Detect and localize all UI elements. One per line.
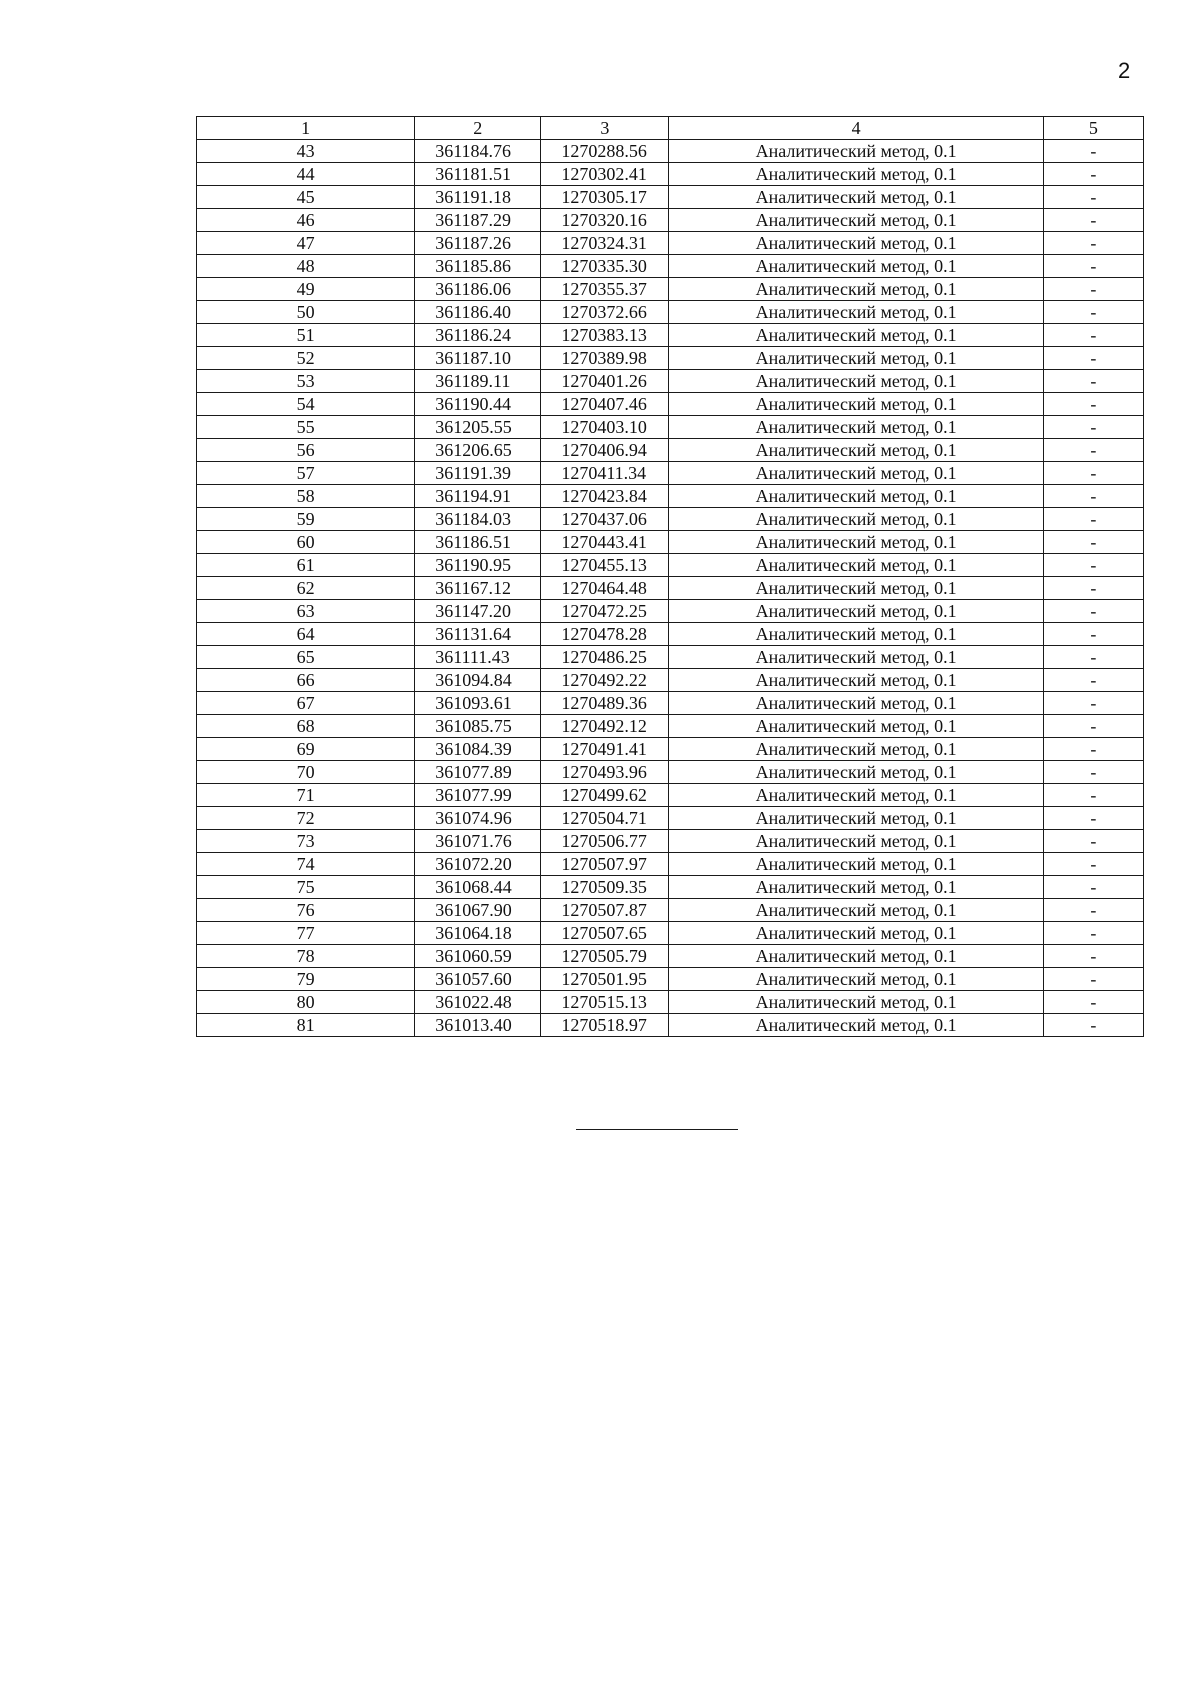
point-number-cell: 73 [197, 830, 415, 853]
method-cell: Аналитический метод, 0.1 [669, 531, 1043, 554]
y-coordinate-cell: 1270499.62 [541, 784, 669, 807]
method-cell: Аналитический метод, 0.1 [669, 899, 1043, 922]
y-coordinate-cell: 1270507.65 [541, 922, 669, 945]
point-number-cell: 64 [197, 623, 415, 646]
column-header: 4 [669, 117, 1043, 140]
note-cell: - [1043, 439, 1143, 462]
point-number-cell: 63 [197, 600, 415, 623]
x-coordinate-cell: 361093.61 [415, 692, 541, 715]
method-cell: Аналитический метод, 0.1 [669, 278, 1043, 301]
y-coordinate-cell: 1270372.66 [541, 301, 669, 324]
point-number-cell: 60 [197, 531, 415, 554]
note-cell: - [1043, 140, 1143, 163]
note-cell: - [1043, 991, 1143, 1014]
note-cell: - [1043, 577, 1143, 600]
y-coordinate-cell: 1270320.16 [541, 209, 669, 232]
method-cell: Аналитический метод, 0.1 [669, 669, 1043, 692]
table-row [197, 301, 1144, 324]
x-coordinate-cell: 361022.48 [415, 991, 541, 1014]
y-coordinate-cell: 1270411.34 [541, 462, 669, 485]
note-cell: - [1043, 416, 1143, 439]
x-coordinate-cell: 361206.65 [415, 439, 541, 462]
y-coordinate-cell: 1270423.84 [541, 485, 669, 508]
x-coordinate-cell: 361077.89 [415, 761, 541, 784]
y-coordinate-cell: 1270455.13 [541, 554, 669, 577]
method-cell: Аналитический метод, 0.1 [669, 784, 1043, 807]
y-coordinate-cell: 1270489.36 [541, 692, 669, 715]
x-coordinate-cell: 361084.39 [415, 738, 541, 761]
table-row [197, 324, 1144, 347]
y-coordinate-cell: 1270501.95 [541, 968, 669, 991]
method-cell: Аналитический метод, 0.1 [669, 600, 1043, 623]
note-cell: - [1043, 163, 1143, 186]
x-coordinate-cell: 361186.06 [415, 278, 541, 301]
note-cell: - [1043, 646, 1143, 669]
note-cell: - [1043, 968, 1143, 991]
method-cell: Аналитический метод, 0.1 [669, 508, 1043, 531]
note-cell: - [1043, 738, 1143, 761]
table-row [197, 347, 1144, 370]
point-number-cell: 81 [197, 1014, 415, 1037]
note-cell: - [1043, 853, 1143, 876]
x-coordinate-cell: 361068.44 [415, 876, 541, 899]
x-coordinate-cell: 361186.40 [415, 301, 541, 324]
column-header: 5 [1043, 117, 1143, 140]
table-row [197, 508, 1144, 531]
table-row [197, 669, 1144, 692]
y-coordinate-cell: 1270505.79 [541, 945, 669, 968]
method-cell: Аналитический метод, 0.1 [669, 140, 1043, 163]
y-coordinate-cell: 1270437.06 [541, 508, 669, 531]
table-row [197, 1014, 1144, 1037]
note-cell: - [1043, 324, 1143, 347]
y-coordinate-cell: 1270486.25 [541, 646, 669, 669]
x-coordinate-cell: 361194.91 [415, 485, 541, 508]
note-cell: - [1043, 186, 1143, 209]
note-cell: - [1043, 301, 1143, 324]
note-cell: - [1043, 945, 1143, 968]
method-cell: Аналитический метод, 0.1 [669, 255, 1043, 278]
column-header: 1 [197, 117, 415, 140]
table-row [197, 278, 1144, 301]
table-row [197, 577, 1144, 600]
note-cell: - [1043, 370, 1143, 393]
note-cell: - [1043, 255, 1143, 278]
method-cell: Аналитический метод, 0.1 [669, 554, 1043, 577]
y-coordinate-cell: 1270383.13 [541, 324, 669, 347]
method-cell: Аналитический метод, 0.1 [669, 439, 1043, 462]
point-number-cell: 69 [197, 738, 415, 761]
x-coordinate-cell: 361190.95 [415, 554, 541, 577]
note-cell: - [1043, 347, 1143, 370]
method-cell: Аналитический метод, 0.1 [669, 968, 1043, 991]
x-coordinate-cell: 361181.51 [415, 163, 541, 186]
table-row [197, 853, 1144, 876]
y-coordinate-cell: 1270403.10 [541, 416, 669, 439]
table-row [197, 600, 1144, 623]
table-row [197, 186, 1144, 209]
table-row [197, 255, 1144, 278]
x-coordinate-cell: 361190.44 [415, 393, 541, 416]
point-number-cell: 50 [197, 301, 415, 324]
point-number-cell: 44 [197, 163, 415, 186]
method-cell: Аналитический метод, 0.1 [669, 807, 1043, 830]
x-coordinate-cell: 361085.75 [415, 715, 541, 738]
method-cell: Аналитический метод, 0.1 [669, 370, 1043, 393]
point-number-cell: 58 [197, 485, 415, 508]
y-coordinate-cell: 1270324.31 [541, 232, 669, 255]
point-number-cell: 43 [197, 140, 415, 163]
note-cell: - [1043, 531, 1143, 554]
point-number-cell: 54 [197, 393, 415, 416]
method-cell: Аналитический метод, 0.1 [669, 623, 1043, 646]
x-coordinate-cell: 361191.18 [415, 186, 541, 209]
table-row [197, 485, 1144, 508]
x-coordinate-cell: 361186.51 [415, 531, 541, 554]
method-cell: Аналитический метод, 0.1 [669, 715, 1043, 738]
table-row [197, 922, 1144, 945]
x-coordinate-cell: 361077.99 [415, 784, 541, 807]
table-row [197, 715, 1144, 738]
note-cell: - [1043, 623, 1143, 646]
point-number-cell: 47 [197, 232, 415, 255]
y-coordinate-cell: 1270506.77 [541, 830, 669, 853]
table-row [197, 531, 1144, 554]
method-cell: Аналитический метод, 0.1 [669, 1014, 1043, 1037]
point-number-cell: 72 [197, 807, 415, 830]
y-coordinate-cell: 1270464.48 [541, 577, 669, 600]
y-coordinate-cell: 1270507.87 [541, 899, 669, 922]
y-coordinate-cell: 1270515.13 [541, 991, 669, 1014]
table-row [197, 991, 1144, 1014]
y-coordinate-cell: 1270288.56 [541, 140, 669, 163]
table-row [197, 393, 1144, 416]
x-coordinate-cell: 361067.90 [415, 899, 541, 922]
x-coordinate-cell: 361187.10 [415, 347, 541, 370]
method-cell: Аналитический метод, 0.1 [669, 232, 1043, 255]
point-number-cell: 70 [197, 761, 415, 784]
y-coordinate-cell: 1270305.17 [541, 186, 669, 209]
x-coordinate-cell: 361071.76 [415, 830, 541, 853]
table-row [197, 899, 1144, 922]
x-coordinate-cell: 361064.18 [415, 922, 541, 945]
table-row [197, 830, 1144, 853]
note-cell: - [1043, 1014, 1143, 1037]
point-number-cell: 59 [197, 508, 415, 531]
note-cell: - [1043, 899, 1143, 922]
table-row [197, 761, 1144, 784]
point-number-cell: 80 [197, 991, 415, 1014]
table-row [197, 646, 1144, 669]
point-number-cell: 46 [197, 209, 415, 232]
method-cell: Аналитический метод, 0.1 [669, 485, 1043, 508]
method-cell: Аналитический метод, 0.1 [669, 577, 1043, 600]
x-coordinate-cell: 361184.03 [415, 508, 541, 531]
x-coordinate-cell: 361013.40 [415, 1014, 541, 1037]
table-row [197, 232, 1144, 255]
note-cell: - [1043, 715, 1143, 738]
note-cell: - [1043, 830, 1143, 853]
method-cell: Аналитический метод, 0.1 [669, 393, 1043, 416]
table-row [197, 554, 1144, 577]
point-number-cell: 77 [197, 922, 415, 945]
y-coordinate-cell: 1270407.46 [541, 393, 669, 416]
note-cell: - [1043, 876, 1143, 899]
method-cell: Аналитический метод, 0.1 [669, 692, 1043, 715]
y-coordinate-cell: 1270401.26 [541, 370, 669, 393]
method-cell: Аналитический метод, 0.1 [669, 301, 1043, 324]
y-coordinate-cell: 1270493.96 [541, 761, 669, 784]
method-cell: Аналитический метод, 0.1 [669, 209, 1043, 232]
table-row [197, 370, 1144, 393]
table-row [197, 945, 1144, 968]
point-number-cell: 52 [197, 347, 415, 370]
x-coordinate-cell: 361060.59 [415, 945, 541, 968]
note-cell: - [1043, 807, 1143, 830]
note-cell: - [1043, 278, 1143, 301]
method-cell: Аналитический метод, 0.1 [669, 347, 1043, 370]
method-cell: Аналитический метод, 0.1 [669, 163, 1043, 186]
y-coordinate-cell: 1270492.12 [541, 715, 669, 738]
note-cell: - [1043, 692, 1143, 715]
x-coordinate-cell: 361184.76 [415, 140, 541, 163]
point-number-cell: 56 [197, 439, 415, 462]
note-cell: - [1043, 232, 1143, 255]
table-row [197, 784, 1144, 807]
end-of-document-rule [576, 1129, 738, 1130]
table-row [197, 807, 1144, 830]
x-coordinate-cell: 361187.29 [415, 209, 541, 232]
y-coordinate-cell: 1270504.71 [541, 807, 669, 830]
point-number-cell: 76 [197, 899, 415, 922]
y-coordinate-cell: 1270507.97 [541, 853, 669, 876]
x-coordinate-cell: 361111.43 [415, 646, 541, 669]
x-coordinate-cell: 361057.60 [415, 968, 541, 991]
table-body [197, 140, 1144, 1037]
table-row [197, 623, 1144, 646]
point-number-cell: 51 [197, 324, 415, 347]
method-cell: Аналитический метод, 0.1 [669, 462, 1043, 485]
y-coordinate-cell: 1270518.97 [541, 1014, 669, 1037]
method-cell: Аналитический метод, 0.1 [669, 853, 1043, 876]
point-number-cell: 68 [197, 715, 415, 738]
point-number-cell: 45 [197, 186, 415, 209]
table-row [197, 140, 1144, 163]
point-number-cell: 57 [197, 462, 415, 485]
table-row [197, 738, 1144, 761]
y-coordinate-cell: 1270389.98 [541, 347, 669, 370]
note-cell: - [1043, 761, 1143, 784]
point-number-cell: 53 [197, 370, 415, 393]
y-coordinate-cell: 1270478.28 [541, 623, 669, 646]
method-cell: Аналитический метод, 0.1 [669, 738, 1043, 761]
note-cell: - [1043, 600, 1143, 623]
method-cell: Аналитический метод, 0.1 [669, 945, 1043, 968]
point-number-cell: 49 [197, 278, 415, 301]
note-cell: - [1043, 922, 1143, 945]
point-number-cell: 78 [197, 945, 415, 968]
note-cell: - [1043, 462, 1143, 485]
y-coordinate-cell: 1270302.41 [541, 163, 669, 186]
method-cell: Аналитический метод, 0.1 [669, 646, 1043, 669]
x-coordinate-cell: 361191.39 [415, 462, 541, 485]
table-row [197, 416, 1144, 439]
point-number-cell: 66 [197, 669, 415, 692]
method-cell: Аналитический метод, 0.1 [669, 991, 1043, 1014]
note-cell: - [1043, 784, 1143, 807]
y-coordinate-cell: 1270443.41 [541, 531, 669, 554]
table-row [197, 692, 1144, 715]
column-header: 2 [415, 117, 541, 140]
note-cell: - [1043, 393, 1143, 416]
point-number-cell: 71 [197, 784, 415, 807]
point-number-cell: 48 [197, 255, 415, 278]
point-number-cell: 74 [197, 853, 415, 876]
method-cell: Аналитический метод, 0.1 [669, 416, 1043, 439]
method-cell: Аналитический метод, 0.1 [669, 761, 1043, 784]
x-coordinate-cell: 361205.55 [415, 416, 541, 439]
x-coordinate-cell: 361072.20 [415, 853, 541, 876]
y-coordinate-cell: 1270492.22 [541, 669, 669, 692]
point-number-cell: 75 [197, 876, 415, 899]
method-cell: Аналитический метод, 0.1 [669, 830, 1043, 853]
note-cell: - [1043, 209, 1143, 232]
method-cell: Аналитический метод, 0.1 [669, 324, 1043, 347]
point-number-cell: 61 [197, 554, 415, 577]
y-coordinate-cell: 1270472.25 [541, 600, 669, 623]
point-number-cell: 55 [197, 416, 415, 439]
table-row [197, 876, 1144, 899]
y-coordinate-cell: 1270355.37 [541, 278, 669, 301]
point-number-cell: 79 [197, 968, 415, 991]
note-cell: - [1043, 554, 1143, 577]
point-number-cell: 65 [197, 646, 415, 669]
method-cell: Аналитический метод, 0.1 [669, 876, 1043, 899]
note-cell: - [1043, 508, 1143, 531]
y-coordinate-cell: 1270509.35 [541, 876, 669, 899]
method-cell: Аналитический метод, 0.1 [669, 186, 1043, 209]
table-row [197, 209, 1144, 232]
point-number-cell: 62 [197, 577, 415, 600]
x-coordinate-cell: 361186.24 [415, 324, 541, 347]
y-coordinate-cell: 1270335.30 [541, 255, 669, 278]
table-header-row [197, 117, 1144, 140]
table-row [197, 439, 1144, 462]
x-coordinate-cell: 361147.20 [415, 600, 541, 623]
table-row [197, 163, 1144, 186]
column-header: 3 [541, 117, 669, 140]
y-coordinate-cell: 1270491.41 [541, 738, 669, 761]
method-cell: Аналитический метод, 0.1 [669, 922, 1043, 945]
x-coordinate-cell: 361167.12 [415, 577, 541, 600]
coordinates-table [196, 116, 1144, 1037]
x-coordinate-cell: 361094.84 [415, 669, 541, 692]
y-coordinate-cell: 1270406.94 [541, 439, 669, 462]
note-cell: - [1043, 485, 1143, 508]
page-number: 2 [1118, 58, 1131, 83]
x-coordinate-cell: 361131.64 [415, 623, 541, 646]
note-cell: - [1043, 669, 1143, 692]
x-coordinate-cell: 361189.11 [415, 370, 541, 393]
table-row [197, 462, 1144, 485]
x-coordinate-cell: 361185.86 [415, 255, 541, 278]
table-row [197, 968, 1144, 991]
x-coordinate-cell: 361074.96 [415, 807, 541, 830]
point-number-cell: 67 [197, 692, 415, 715]
x-coordinate-cell: 361187.26 [415, 232, 541, 255]
